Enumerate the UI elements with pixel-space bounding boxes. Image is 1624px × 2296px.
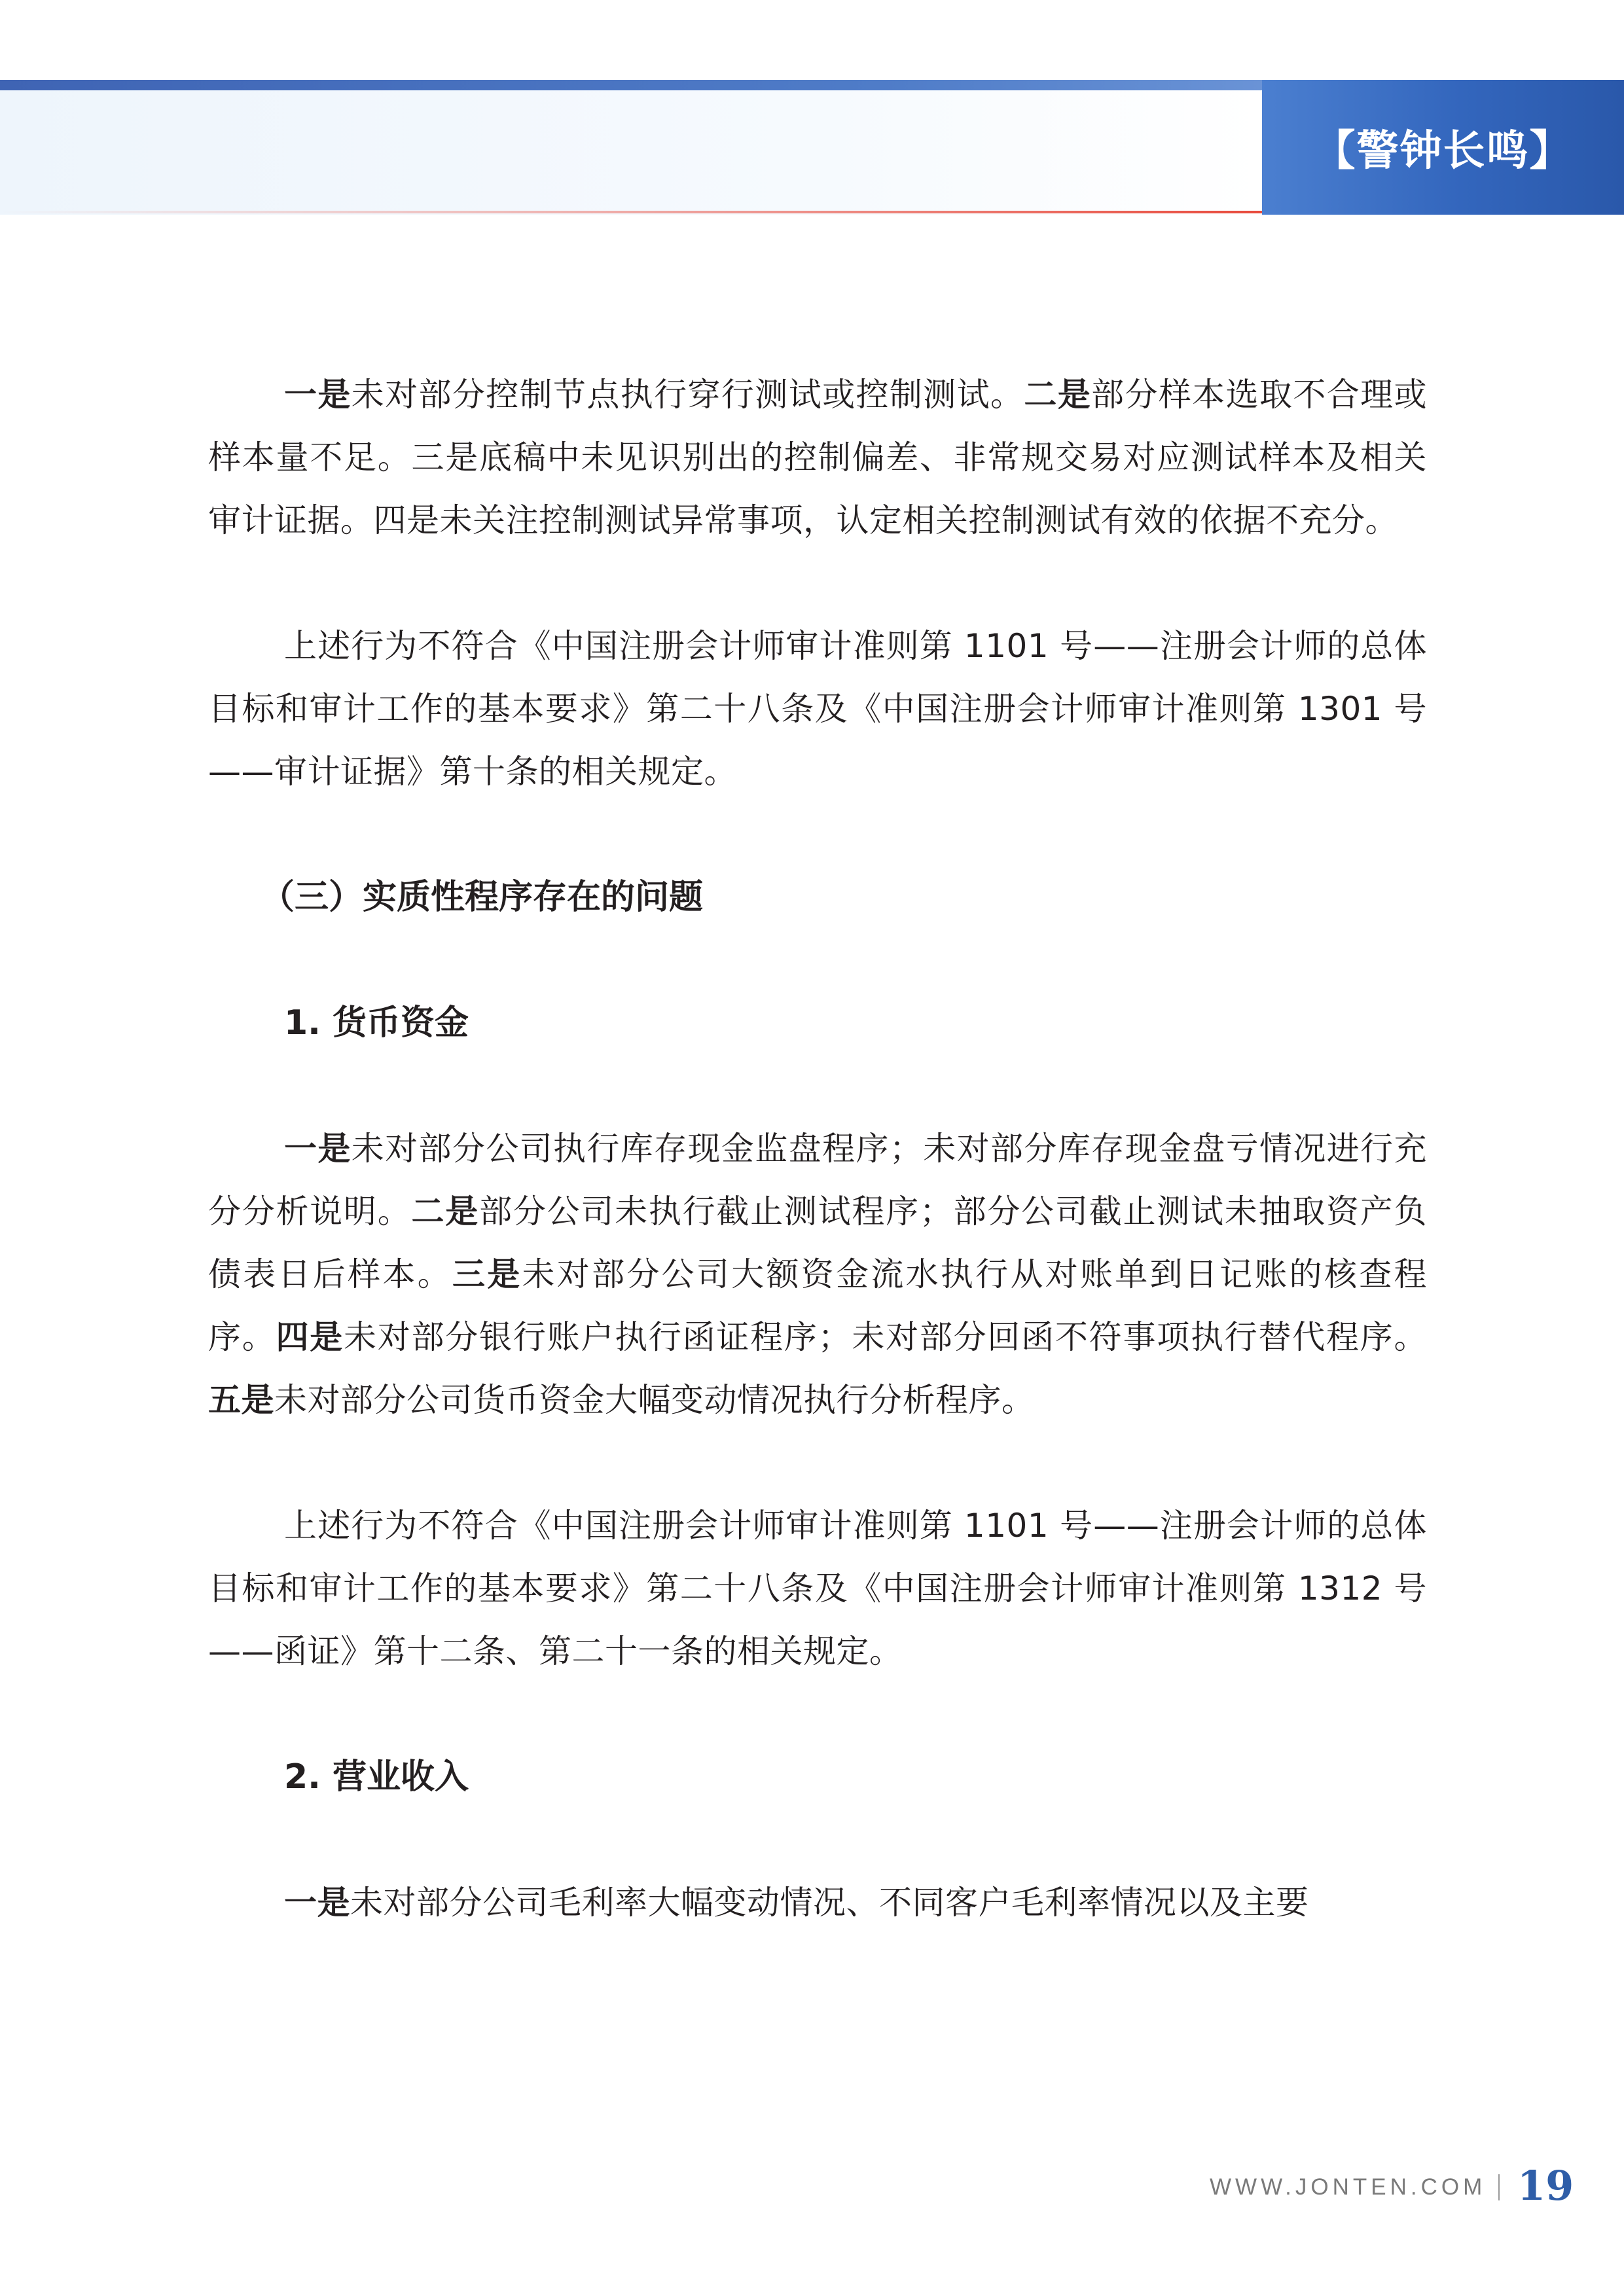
paragraph-cash — [208, 1117, 1427, 1431]
point-text: 未对部分公司货币资金大幅变动情况执行分析程序。 — [274, 1381, 1035, 1419]
section-heading: （三）实质性程序存在的问题 — [261, 878, 704, 917]
point-text: 未对部分公司大额资金流水执行从对账单到日记账的核查程序。 — [208, 1255, 1428, 1356]
subsection-heading-cash: 1. 货币资金 — [284, 1003, 469, 1043]
point-text: 未对部分公司毛利率大幅变动情况、不同客户毛利率情况以及主要 — [350, 1884, 1309, 1922]
point-marker: 一是 — [284, 376, 352, 414]
header-top-rule — [0, 80, 1262, 90]
point-text: 未对部分公司执行库存现金监盘程序；未对部分库存现金盘亏情况进行充分分析说明。 — [208, 1130, 1428, 1230]
point-text: 未对部分银行账户执行函证程序；未对部分回函不符事项执行替代程序。 — [344, 1318, 1428, 1356]
section-label: 【警钟长鸣】 — [1313, 126, 1573, 175]
paragraph-regulation-1: 上述行为不符合《中国注册会计师审计准则第 1101 号——注册会计师的总体目标和审计工作的基本要求》第二十八条及《中国注册会计师审计准则第 1301 号——审计证据》第十条的相关规定。 — [208, 627, 1427, 791]
point-text: 部分公司未执行截止测试程序；部分公司截止测试未抽取资产负债表日后样本。 — [208, 1193, 1428, 1293]
footer-divider — [1498, 2174, 1500, 2200]
page-header — [0, 0, 1624, 216]
header-bottom-rule — [0, 211, 1262, 213]
footer-website: WWW.JONTEN.COM — [1210, 2174, 1487, 2200]
point-text: 未对部分控制节点执行穿行测试或控制测试。 — [351, 376, 1024, 414]
point-marker: 三是 — [452, 1255, 522, 1293]
point-text: 部分样本选取不合理或样本量不足。三是底稿中未见识别出的控制偏差、非常规交易对应测试样本及相关审计证据。四是未关注控制测试异常事项，认定相关控制测试有效的依据不充分。 — [208, 376, 1428, 539]
point-marker: 四是 — [276, 1318, 344, 1356]
page-number: 19 — [1517, 2162, 1574, 2210]
paragraph-regulation-2: 上述行为不符合《中国注册会计师审计准则第 1101 号——注册会计师的总体目标和审计工作的基本要求》第二十八条及《中国注册会计师审计准则第 1312 号——函证》第十二条、第二十一条的相关规定。 — [208, 1507, 1427, 1670]
point-marker: 一是 — [284, 1130, 352, 1168]
subsection-heading-revenue: 2. 营业收入 — [284, 1757, 469, 1797]
paragraph-control-test — [208, 363, 1427, 552]
paragraph-revenue — [208, 1871, 1427, 1934]
point-marker: 二是 — [411, 1193, 480, 1230]
point-marker: 一是 — [284, 1884, 350, 1922]
point-marker: 二是 — [1024, 376, 1092, 414]
header-banner — [0, 80, 1262, 215]
article-body — [208, 363, 1427, 1934]
section-label-box — [1262, 80, 1624, 215]
point-marker: 五是 — [208, 1381, 274, 1419]
